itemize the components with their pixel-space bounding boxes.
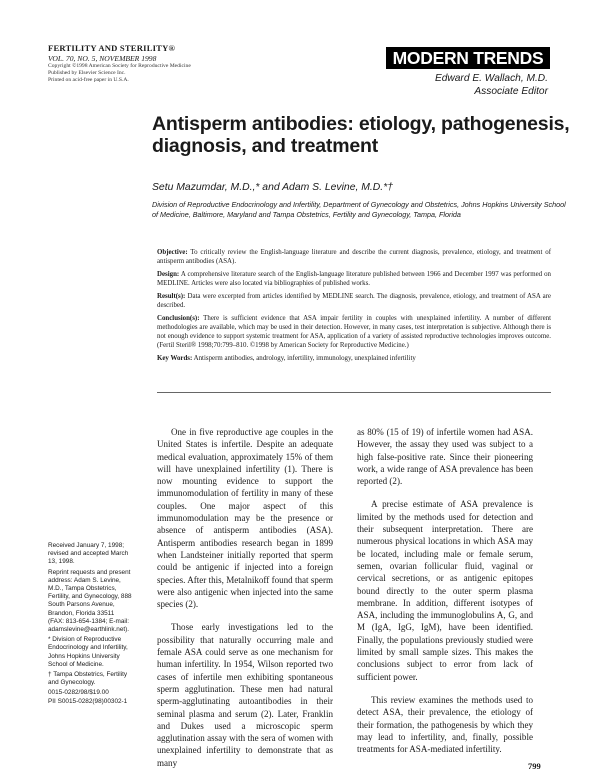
design-label: Design:	[157, 270, 180, 278]
pii-code: PII S0015-0282(98)00302-1	[48, 697, 128, 705]
abstract-design	[157, 270, 551, 288]
abstract-divider	[157, 392, 551, 393]
journal-publisher: Published by Elsevier Science Inc.	[48, 70, 126, 76]
article-affiliation: Division of Reproductive Endocrinology and Infertility, Department of Gynecology and Obstetrics, Johns Hopkins University School of Medicine, Baltimore, Maryland and Tampa Obstetrics, Fertility and Gynecology, Tampa, Florida	[152, 200, 566, 220]
abstract-results	[157, 292, 551, 310]
body-column-left	[157, 426, 333, 780]
journal-title: FERTILITY AND STERILITY®	[48, 43, 176, 53]
results-label: Result(s):	[157, 292, 186, 300]
journal-copyright: Copyright ©1998 American Society for Reproductive Medicine	[48, 63, 191, 69]
reprint-requests: Reprint requests and present address: Adam S. Levine, M.D., Tampa Obstetrics, Fertility, and Gynecology, 888 South Parsons Avenue, Brandon, Florida 33511 (FAX: 813-654-1384; E-mail: adamslevine@earthlink.net).	[48, 568, 132, 634]
journal-header	[48, 44, 191, 84]
objective-label: Objective:	[157, 249, 188, 256]
objective-text: To critically review the English-language literature and describe the current diagnosis, prevalence, etiology, and treatment of antisperm antibodies (ASA).	[157, 249, 551, 266]
keywords-text: Antisperm antibodies, andrology, infertility, immunology, unexplained infertility	[193, 355, 416, 363]
editor-name: Edward E. Wallach, M.D.	[434, 73, 548, 84]
abstract	[157, 248, 551, 367]
results-text: Data were excerpted from articles identified by MEDLINE search. The diagnosis, prevalence, etiology, and treatment of ASA are described.	[157, 292, 551, 310]
paragraph: Those early investigations led to the possibility that naturally occurring male and female ASA could serve as one mechanism for human infertility. In 1954, Wilson reported two cases of infertile men exhibiting spontaneous sperm agglutination. These men had natural sperm-agglutinating autoantibodies in their seminal plasma and serum (2). Later, Franklin and Dukes used a microscopic sperm agglutination assay with the sera of women with unexplained infertility to demonstrate that as many	[157, 622, 333, 768]
issn-code: 0015-0282/98/$19.00	[48, 689, 109, 697]
paragraph: One in five reproductive age couples in the United States is infertile. Despite an adequate medical evaluation, approximately 15% of them will have unexplained infertility (1). There is now mounting evidence to support the immunomodulation of fertility in many of these couples. One major aspect of this immunomodulation may be the presence or absence of antisperm antibodies (ASA). Antisperm antibodies research began in 1899 when Landsteiner initially reported that sperm could be antigenic if injected into a foreign species. After this, Metalnikoff found that sperm were also antigenic when injected into the same species (2).	[157, 427, 333, 610]
article-authors: Setu Mazumdar, M.D.,* and Adam S. Levine, M.D.*†	[152, 182, 394, 193]
body-column-right	[357, 426, 533, 766]
conclusions-text: There is sufficient evidence that ASA impair fertility in couples with unexplained infertility. A number of different methodologies are available, which may be used in their detection. However, in many cases, test interpretation is subjective. Although there is not enough evidence to support systemic treatment for ASA, application of a variety of assisted reproductive technologies improves outcome. (Fertil Steril® 1998;70:799–810. ©1998 by American Society for Reproductive Medicine.)	[157, 314, 551, 350]
affiliation-note-star: * Division of Reproductive Endocrinology and Infertility, Johns Hopkins University School of Medicine.	[48, 636, 128, 668]
section-banner: MODERN TRENDS	[386, 47, 550, 69]
page-number: 799	[528, 761, 541, 771]
design-text: A comprehensive literature search of the English-language literature published between 1966 and December 1997 was performed on MEDLINE. Articles were also located via bibliographies of published works.	[157, 270, 551, 288]
affiliation-note-dagger: † Tampa Obstetrics, Fertility and Gynecology.	[48, 671, 128, 687]
journal-printed: Printed on acid-free paper in U.S.A.	[48, 77, 129, 83]
received-dates: Received January 7, 1998; revised and accepted March 13, 1998.	[48, 542, 129, 566]
keywords-label: Key Words:	[157, 355, 193, 363]
journal-volume: VOL. 70, NO. 5, NOVEMBER 1998	[48, 53, 157, 63]
abstract-objective	[157, 248, 551, 266]
abstract-keywords	[157, 354, 551, 363]
section-editor	[435, 73, 548, 98]
paragraph: A precise estimate of ASA prevalence is limited by the methods used for detection and their subsequent interpretation. There are numerous physical locations in which ASA may be located, including male or female serum, semen, ovarian follicular fluid, vaginal or cervical secretions, or as antigenic epitopes bound directly to the outer sperm plasma membrane. In addition, different isotypes of ASA, including the immunoglobulins A, G, and M (IgA, IgG, IgM), have been identified. Finally, the populations previously studied were limited by small sample sizes. This makes the conclusions subject to error from lack of sufficient power.	[357, 499, 533, 682]
paragraph: as 80% (15 of 19) of infertile women had ASA. However, the assay they used was subject to a high false-positive rate. Since their pioneering work, a wide range of ASA prevalence has been reported (2).	[357, 427, 533, 487]
abstract-conclusions	[157, 314, 551, 351]
article-title: Antisperm antibodies: etiology, pathogenesis, diagnosis, and treatment	[152, 113, 570, 157]
editor-role: Associate Editor	[474, 85, 548, 97]
article-sidebar	[48, 542, 132, 706]
conclusions-label: Conclusion(s):	[157, 314, 200, 322]
paragraph: This review examines the methods used to detect ASA, their prevalence, the etiology of their formation, the pathogenesis by which they may lead to infertility, and, finally, possible treatments for ASA-mediated infertility.	[357, 694, 533, 755]
